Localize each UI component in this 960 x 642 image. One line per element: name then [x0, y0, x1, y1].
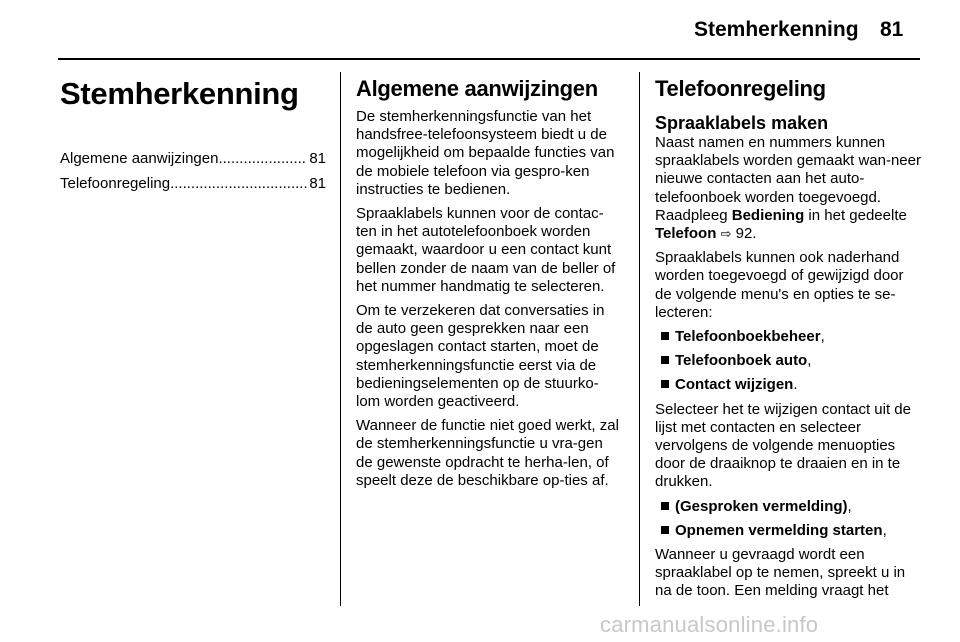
bullet-item — [655, 328, 923, 346]
toc-entry-label: Algemene aanwijzingen — [60, 150, 219, 167]
paragraph: Wanneer u gevraagd wordt een spraaklabel op te nemen, spreekt u in na de toon. Een melding vraagt het — [655, 546, 906, 600]
toc-entry-page: 81 — [309, 175, 326, 193]
bullet-item — [655, 498, 923, 516]
bold-term: Bediening — [731, 206, 805, 224]
bullet-item — [655, 352, 923, 370]
bullet-square-icon — [661, 380, 669, 388]
running-header-title: Stemherkenning — [694, 18, 859, 41]
paragraph: Spraaklabels kunnen voor de contac-ten in het autotelefoonboek worden gemaakt, waardoor u een contact kunt bellen zonder de naam van de beller of het nummer handmatig te selecteren. — [356, 205, 616, 295]
section-heading: Telefoonregeling — [655, 76, 826, 101]
toc-entry-label: Telefoonregeling — [60, 175, 171, 193]
paragraph: Selecteer het te wijzigen contact uit de lijst met contacten en selecteer vervolgens de volgende menuopties door de draaiknop te draaien en in te drukken. — [655, 400, 911, 491]
punctuation: , — [847, 497, 852, 515]
menu-option: Opnemen vermelding starten — [675, 521, 883, 539]
toc-entry[interactable] — [60, 150, 326, 168]
bold-term: Telefoon — [655, 225, 717, 243]
bullet-square-icon — [661, 502, 669, 510]
paragraph: Naast namen en nummers kunnen spraaklabels worden gemaakt wan-neer nieuwe contacten aan het auto-telefoonboek worden toegevoegd. — [655, 134, 921, 206]
page-number: 81 — [880, 18, 904, 41]
paragraph: Spraaklabels kunnen ook naderhand worden toegevoegd of gewijzigd door de volgende menu's en opties te se-lecteren: — [655, 249, 904, 321]
menu-option: (Gesproken vermelding) — [675, 497, 848, 515]
phone-control-column — [655, 72, 923, 607]
punctuation: , — [882, 521, 887, 539]
bullet-item — [655, 376, 923, 394]
paragraph: De stemherkenningsfunctie van het handsfree-telefoonsysteem biedt u de mogelijkheid om bepaalde functies van de mobiele telefoon via gespro-ken instructies te bedienen. — [356, 108, 615, 198]
paragraph: Wanneer de functie niet goed werkt, zal de stemherkenningsfunctie u vra-gen de gewenste opdracht te herha-len, of speelt deze de beschikbare op-ties af. — [356, 417, 619, 489]
subsection-heading: Spraaklabels maken — [655, 113, 829, 133]
bullet-square-icon — [661, 526, 669, 534]
menu-option: Telefoonboek auto — [675, 352, 808, 370]
column-divider — [340, 72, 341, 606]
toc-leader-dots — [170, 175, 307, 193]
column-divider — [639, 72, 640, 606]
bullet-square-icon — [661, 332, 669, 340]
toc-column — [60, 72, 326, 200]
menu-option: Contact wijzigen — [675, 376, 794, 394]
paragraph: Om te verzekeren dat conversaties in de auto geen gesprekken naar een opgeslagen contact starten, moet de stemherkenningsfunctie eerst via de bedieningselementen op de stuurko-lom worden geactiveerd. — [356, 302, 605, 411]
punctuation: , — [807, 352, 812, 370]
menu-option: Telefoonboekbeheer — [675, 328, 821, 346]
toc-leader-dots — [218, 150, 307, 168]
section-heading: Algemene aanwijzingen — [356, 76, 598, 101]
paragraph — [655, 207, 923, 243]
punctuation: . — [793, 376, 798, 394]
page-reference-arrow-icon: ⇨ — [720, 226, 732, 242]
header-rule — [58, 58, 920, 60]
punctuation: , — [820, 328, 825, 346]
bullet-item — [655, 522, 923, 540]
chapter-title: Stemherkenning — [60, 76, 299, 111]
text-span: in het gedeelte — [804, 206, 907, 224]
general-notes-column — [356, 72, 622, 496]
toc-entry-page: 81 — [309, 150, 326, 167]
watermark: carmanualsonline.info — [600, 612, 819, 637]
bullet-square-icon — [661, 356, 669, 364]
text-span: Raadpleeg — [655, 206, 732, 224]
toc-entry[interactable] — [60, 175, 326, 193]
page-reference: 92. — [731, 225, 757, 243]
